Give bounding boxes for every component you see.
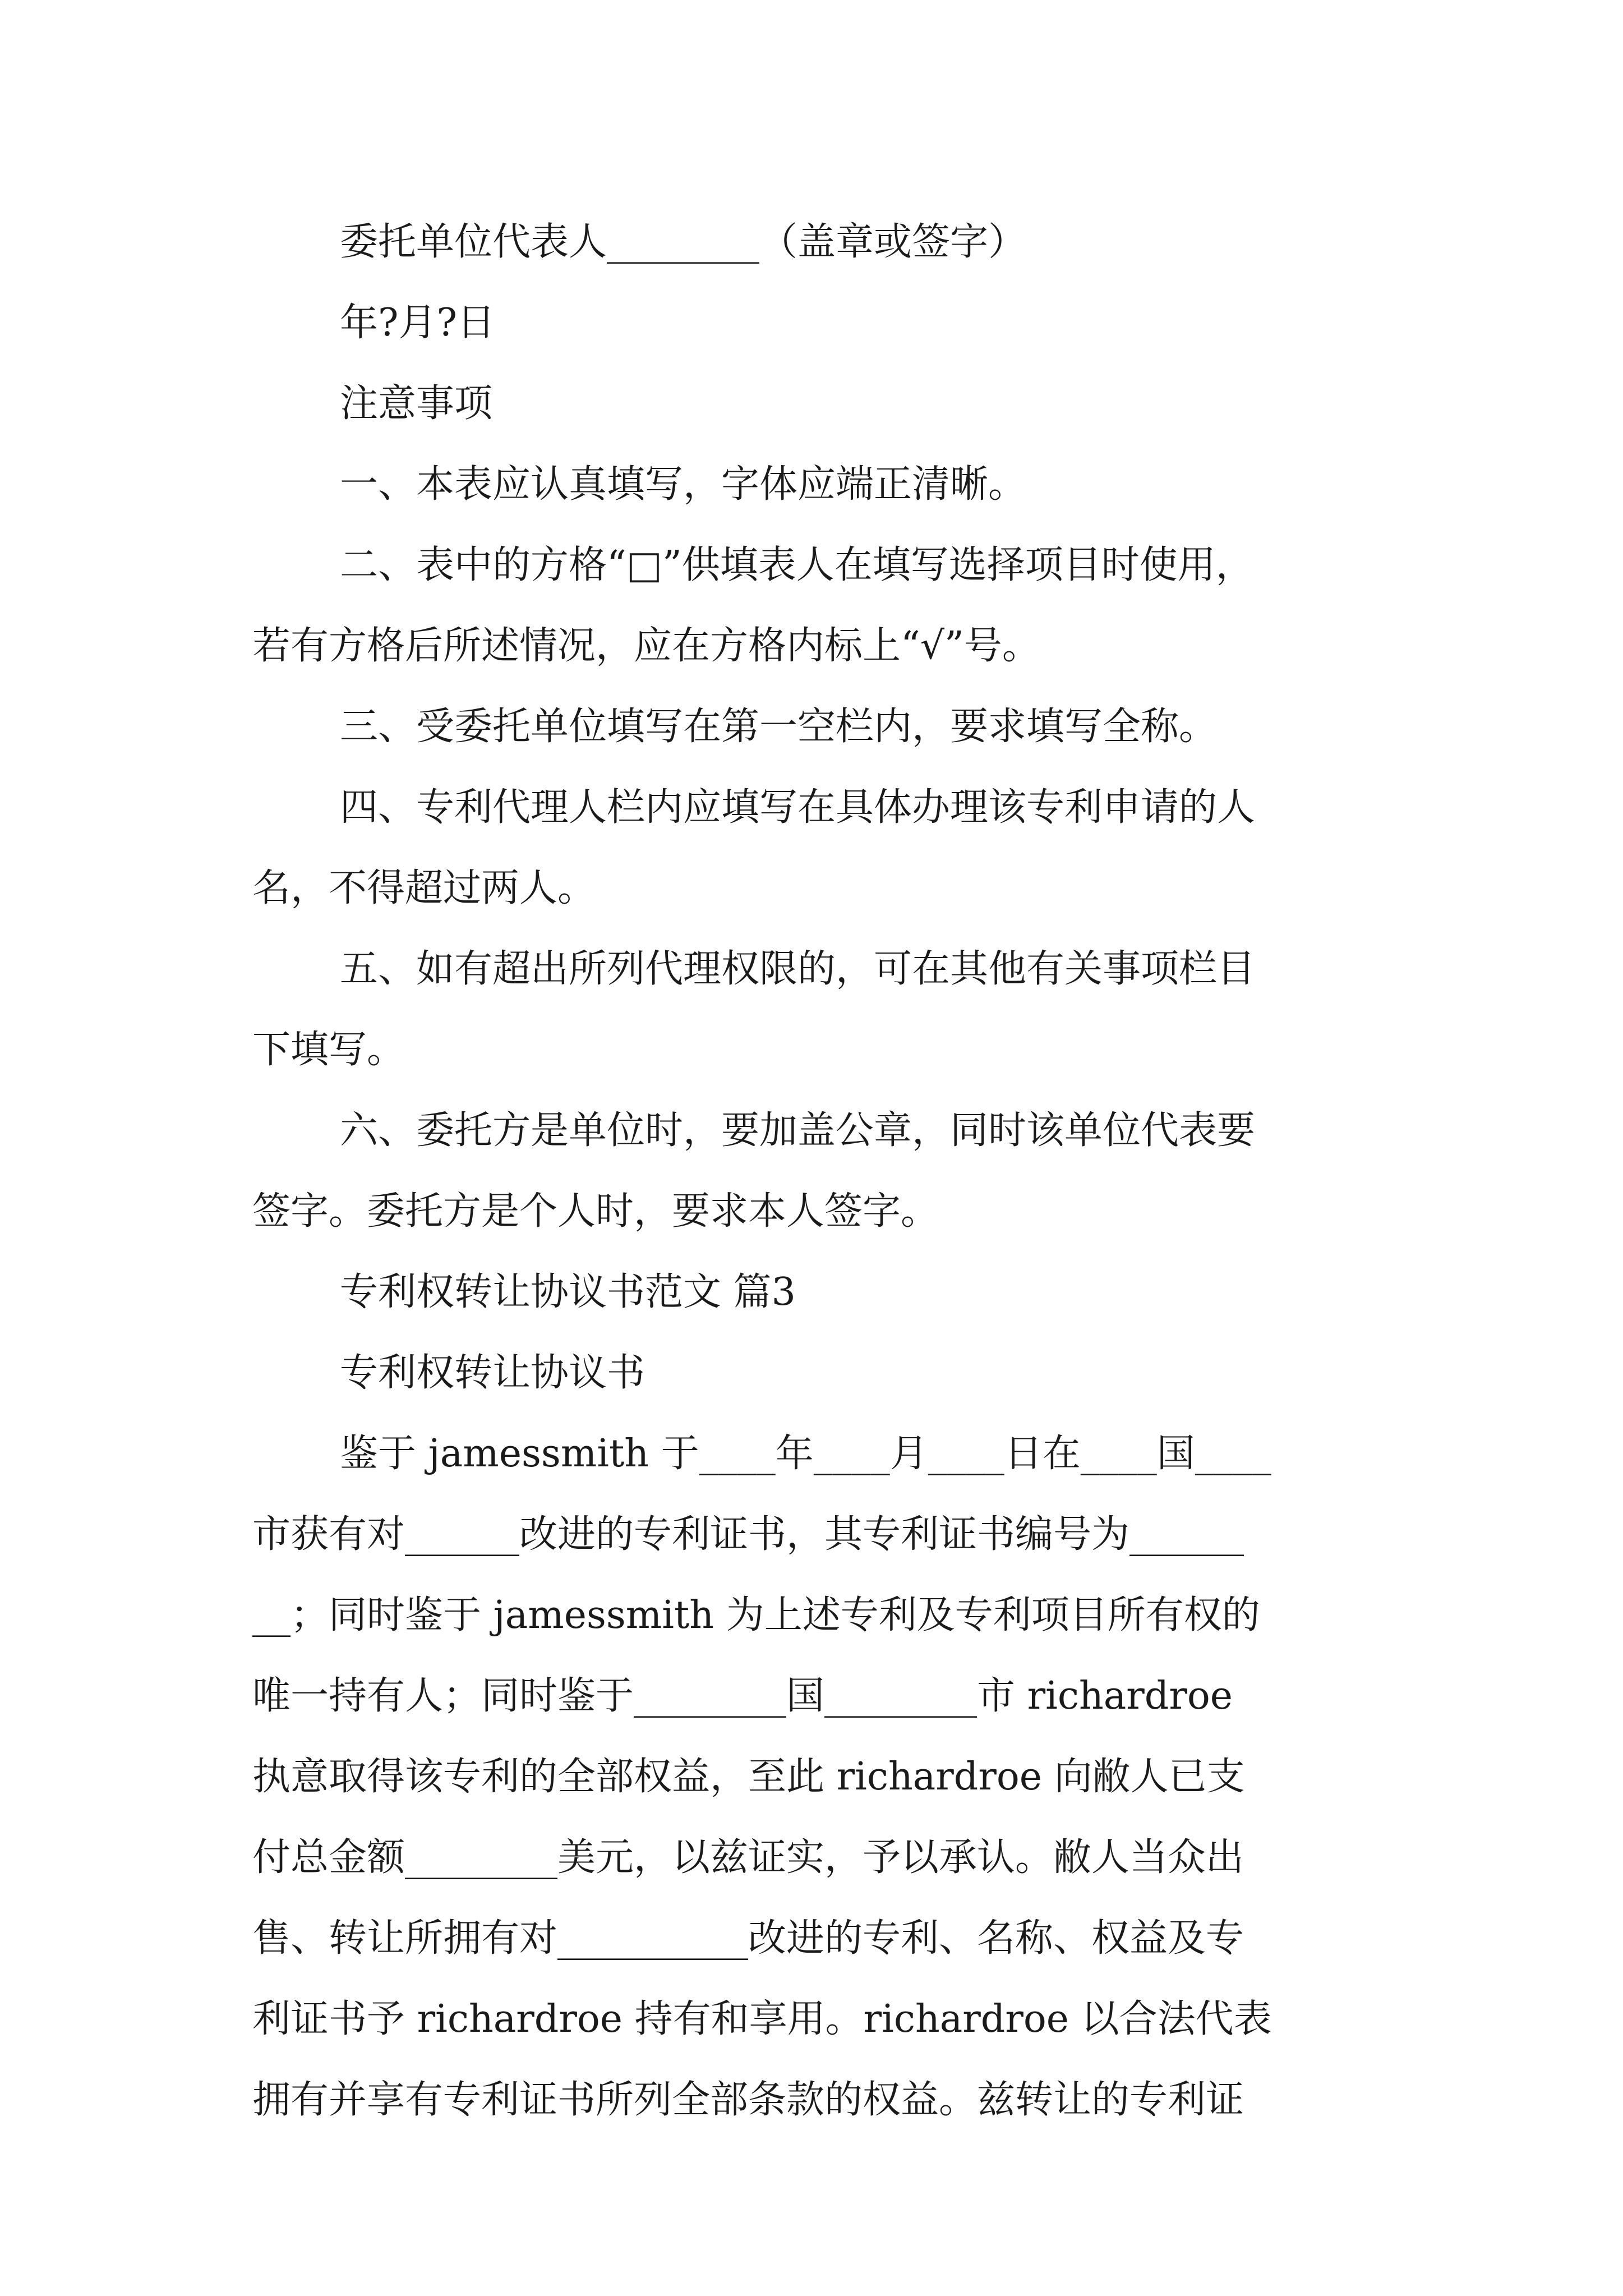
agreement-paragraph-line: 鉴于 jamessmith 于____年____月____日在____国____: [340, 1432, 1271, 1476]
agreement-paragraph-line: 利证书予 richardroe 持有和享用。richardroe 以合法代表: [252, 1997, 1272, 2041]
document-page: [252, 202, 1385, 2141]
agreement-title: 专利权转让协议书: [340, 1351, 645, 1395]
note-item-2-continued: 若有方格后所述情况，应在方格内标上“√”号。: [252, 624, 1040, 668]
agreement-paragraph-line: 售、转让所拥有对__________改进的专利、名称、权益及专: [252, 1916, 1244, 1961]
agreement-paragraph-line: 付总金额________美元，以兹证实，予以承认。敝人当众出: [252, 1835, 1244, 1880]
note-item-3: 三、受委托单位填写在第一空栏内，要求填写全称。: [340, 705, 1218, 749]
agreement-paragraph-line: 市获有对______改进的专利证书，其专利证书编号为______: [252, 1512, 1244, 1557]
note-item-6: 六、委托方是单位时，要加盖公章，同时该单位代表要: [340, 1108, 1256, 1153]
note-item-1: 一、本表应认真填写，字体应端正清晰。: [340, 462, 1027, 507]
signature-line: 委托单位代表人________（盖章或签字）: [340, 220, 1027, 264]
notes-heading: 注意事项: [340, 381, 493, 426]
note-item-6-continued: 签字。委托方是个人时，要求本人签字。: [252, 1189, 939, 1234]
note-item-5: 五、如有超出所列代理权限的，可在其他有关事项栏目: [340, 947, 1256, 991]
agreement-paragraph-line: __；同时鉴于 jamessmith 为上述专利及专利项目所有权的: [252, 1593, 1260, 1637]
date-line: 年?月?日: [340, 301, 495, 345]
agreement-paragraph-line: 执意取得该专利的全部权益，至此 richardroe 向敝人已支: [252, 1755, 1245, 1799]
note-item-4: 四、专利代理人栏内应填写在具体办理该专利申请的人: [340, 785, 1256, 830]
agreement-paragraph-line: 拥有并享有专利证书所列全部条款的权益。兹转让的专利证: [252, 2078, 1244, 2122]
note-item-2: 二、表中的方格“□”供填表人在填写选择项目时使用，: [340, 543, 1254, 587]
section-title: 专利权转让协议书范文 篇3: [340, 1270, 796, 1314]
note-item-4-continued: 名，不得超过两人。: [252, 866, 596, 910]
note-item-5-continued: 下填写。: [252, 1028, 405, 1072]
agreement-paragraph-line: 唯一持有人；同时鉴于________国________市 richardroe: [252, 1674, 1233, 1718]
